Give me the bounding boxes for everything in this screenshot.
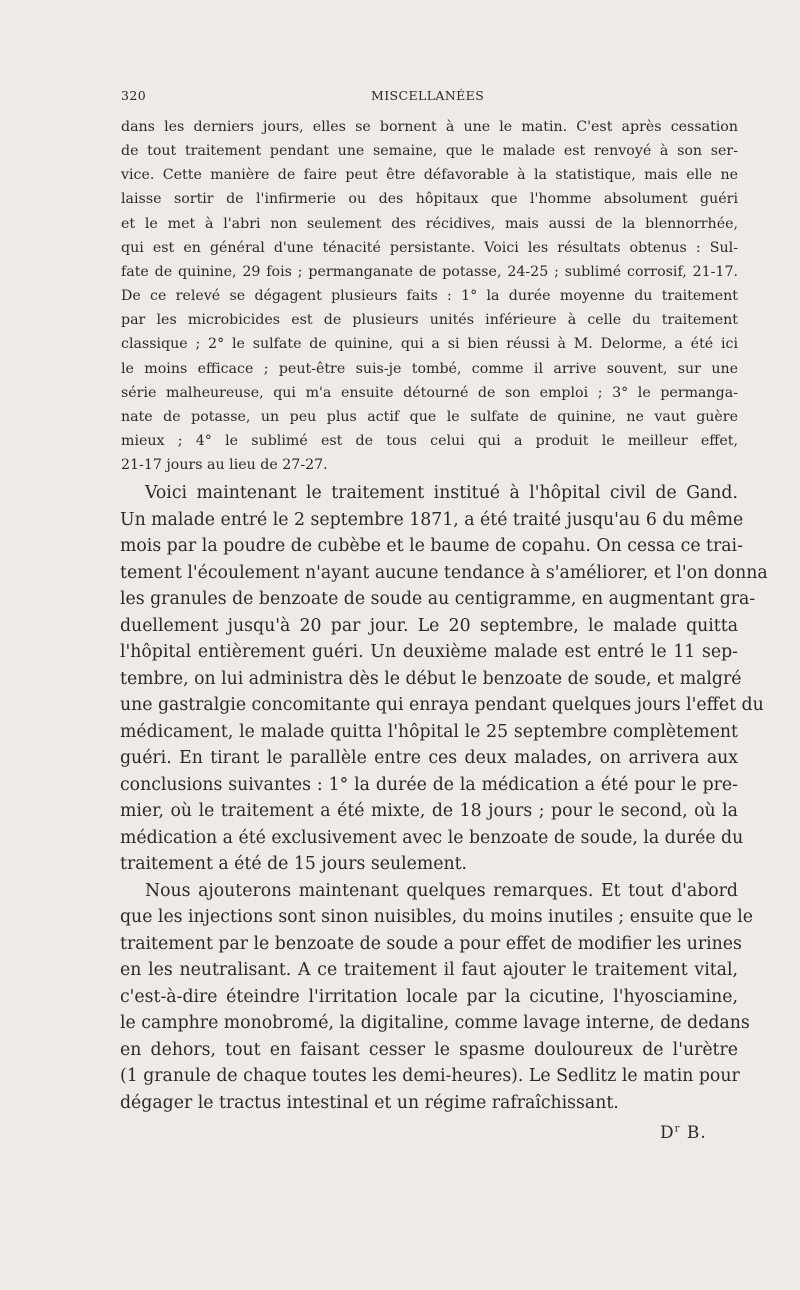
text-line: Nous ajouterons maintenant quelques remarques. Et tout d'abord [145,880,738,901]
text-line: fate de quinine, 29 fois ; permanganate de potasse, 24-25 ; sublimé corrosif, 21-17. [121,263,738,280]
text-line: qui est en général d'une ténacité persistante. Voici les résultats obtenus : Sul- [121,239,738,256]
text-line: par les microbicides est de plusieurs unités inférieure à celle du traitement [121,312,738,329]
text-line: 21-17 jours au lieu de 27-27. [121,457,328,474]
text-line: vice. Cette manière de faire peut être défavorable à la statistique, mais elle ne [121,167,738,184]
text-line: en dehors, tout en faisant cesser le spasme douloureux de l'urètre [120,1039,738,1060]
text-line: De ce relevé se dégagent plusieurs faits : 1° la durée moyenne du traitement [121,288,738,305]
text-line: le camphre monobromé, la digitaline, comme lavage interne, de dedans [120,1013,750,1033]
signature-superscript: r [674,1123,681,1135]
text-line: série malheureuse, qui m'a ensuite détourné de son emploi ; 3° le permanga- [121,384,738,401]
text-line: le moins efficace ; peut-être suis-je tombé, comme il arrive souvent, sur une [121,360,738,377]
text-line: Voici maintenant le traitement institué à l'hôpital civil de Gand. [145,483,738,503]
page-header [121,88,738,110]
text-line: guéri. En tirant le parallèle entre ces deux malades, on arrivera aux [120,748,738,768]
text-line: que les injections sont sinon nuisibles, du moins inutiles ; ensuite que le [120,907,753,927]
text-line: médicament, le malade quitta l'hôpital le 25 septembre complètement [120,721,738,742]
text-line: tembre, on lui administra dès le début le benzoate de soude, et malgré [120,668,742,689]
text-line: mieux ; 4° le sublimé est de tous celui qui a produit le meilleur effet, [121,433,738,450]
paragraph [120,480,768,878]
text-line: dégager le tractus intestinal et un régime rafraîchissant. [120,1092,619,1113]
text-line: laisse sortir de l'infirmerie ou des hôpitaux que l'homme absolument guéri [121,191,738,208]
text-line: tement l'écoulement n'ayant aucune tendance à s'améliorer, et l'on donna [120,562,768,583]
main-text-block [120,480,768,1116]
text-line: en les neutralisant. A ce traitement il faut ajouter le traitement vital, [120,960,738,980]
text-line: et le met à l'abri non seulement des récidives, mais aussi de la blennorrhée, [121,215,738,232]
signature-prefix: D [660,1123,675,1143]
text-line: mier, où le traitement a été mixte, de 18 jours ; pour le second, où la [120,801,738,821]
text-line: une gastralgie concomitante qui enraya pendant quelques jours l'effet du [120,695,764,715]
text-line: (1 granule de chaque toutes les demi-heures). Le Sedlitz le matin pour [120,1066,740,1086]
text-line: traitement a été de 15 jours seulement. [120,854,468,874]
text-line: de tout traitement pendant une semaine, que le malade est renvoyé à son ser- [121,143,738,160]
author-signature [660,1123,707,1143]
text-line: Un malade entré le 2 septembre 1871, a été traité jusqu'au 6 du même [120,509,744,530]
paragraph [121,115,738,477]
text-line: duellement jusqu'à 20 par jour. Le 20 septembre, le malade quitta [120,615,738,636]
page-number: 320 [121,88,147,103]
text-line: nate de potasse, un peu plus actif que le sulfate de quinine, ne vaut guère [121,408,738,425]
text-line: les granules de benzoate de soude au centigramme, en augmentant gra- [120,589,756,609]
running-title: MISCELLANÉES [371,88,485,103]
small-print-paragraph [121,115,738,477]
text-line: traitement par le benzoate de soude a pour effet de modifier les urines [120,933,742,954]
paragraph [120,878,753,1117]
text-line: dans les derniers jours, elles se bornent à une le matin. C'est après cessation [121,119,738,135]
text-line: mois par la poudre de cubèbe et le baume de copahu. On cessa ce trai- [120,536,743,556]
text-line: l'hôpital entièrement guéri. Un deuxième malade est entré le 11 sep- [120,642,738,662]
text-line: conclusions suivantes : 1° la durée de la médication a été pour le pre- [120,774,738,795]
text-line: c'est-à-dire éteindre l'irritation locale par la cicutine, l'hyosciamine, [120,986,738,1007]
text-line: classique ; 2° le sulfate de quinine, qui a si bien réussi à M. Delorme, a été ici [121,336,738,353]
signature-name: B. [680,1123,707,1143]
text-line: médication a été exclusivement avec le benzoate de soude, la durée du [120,827,744,848]
